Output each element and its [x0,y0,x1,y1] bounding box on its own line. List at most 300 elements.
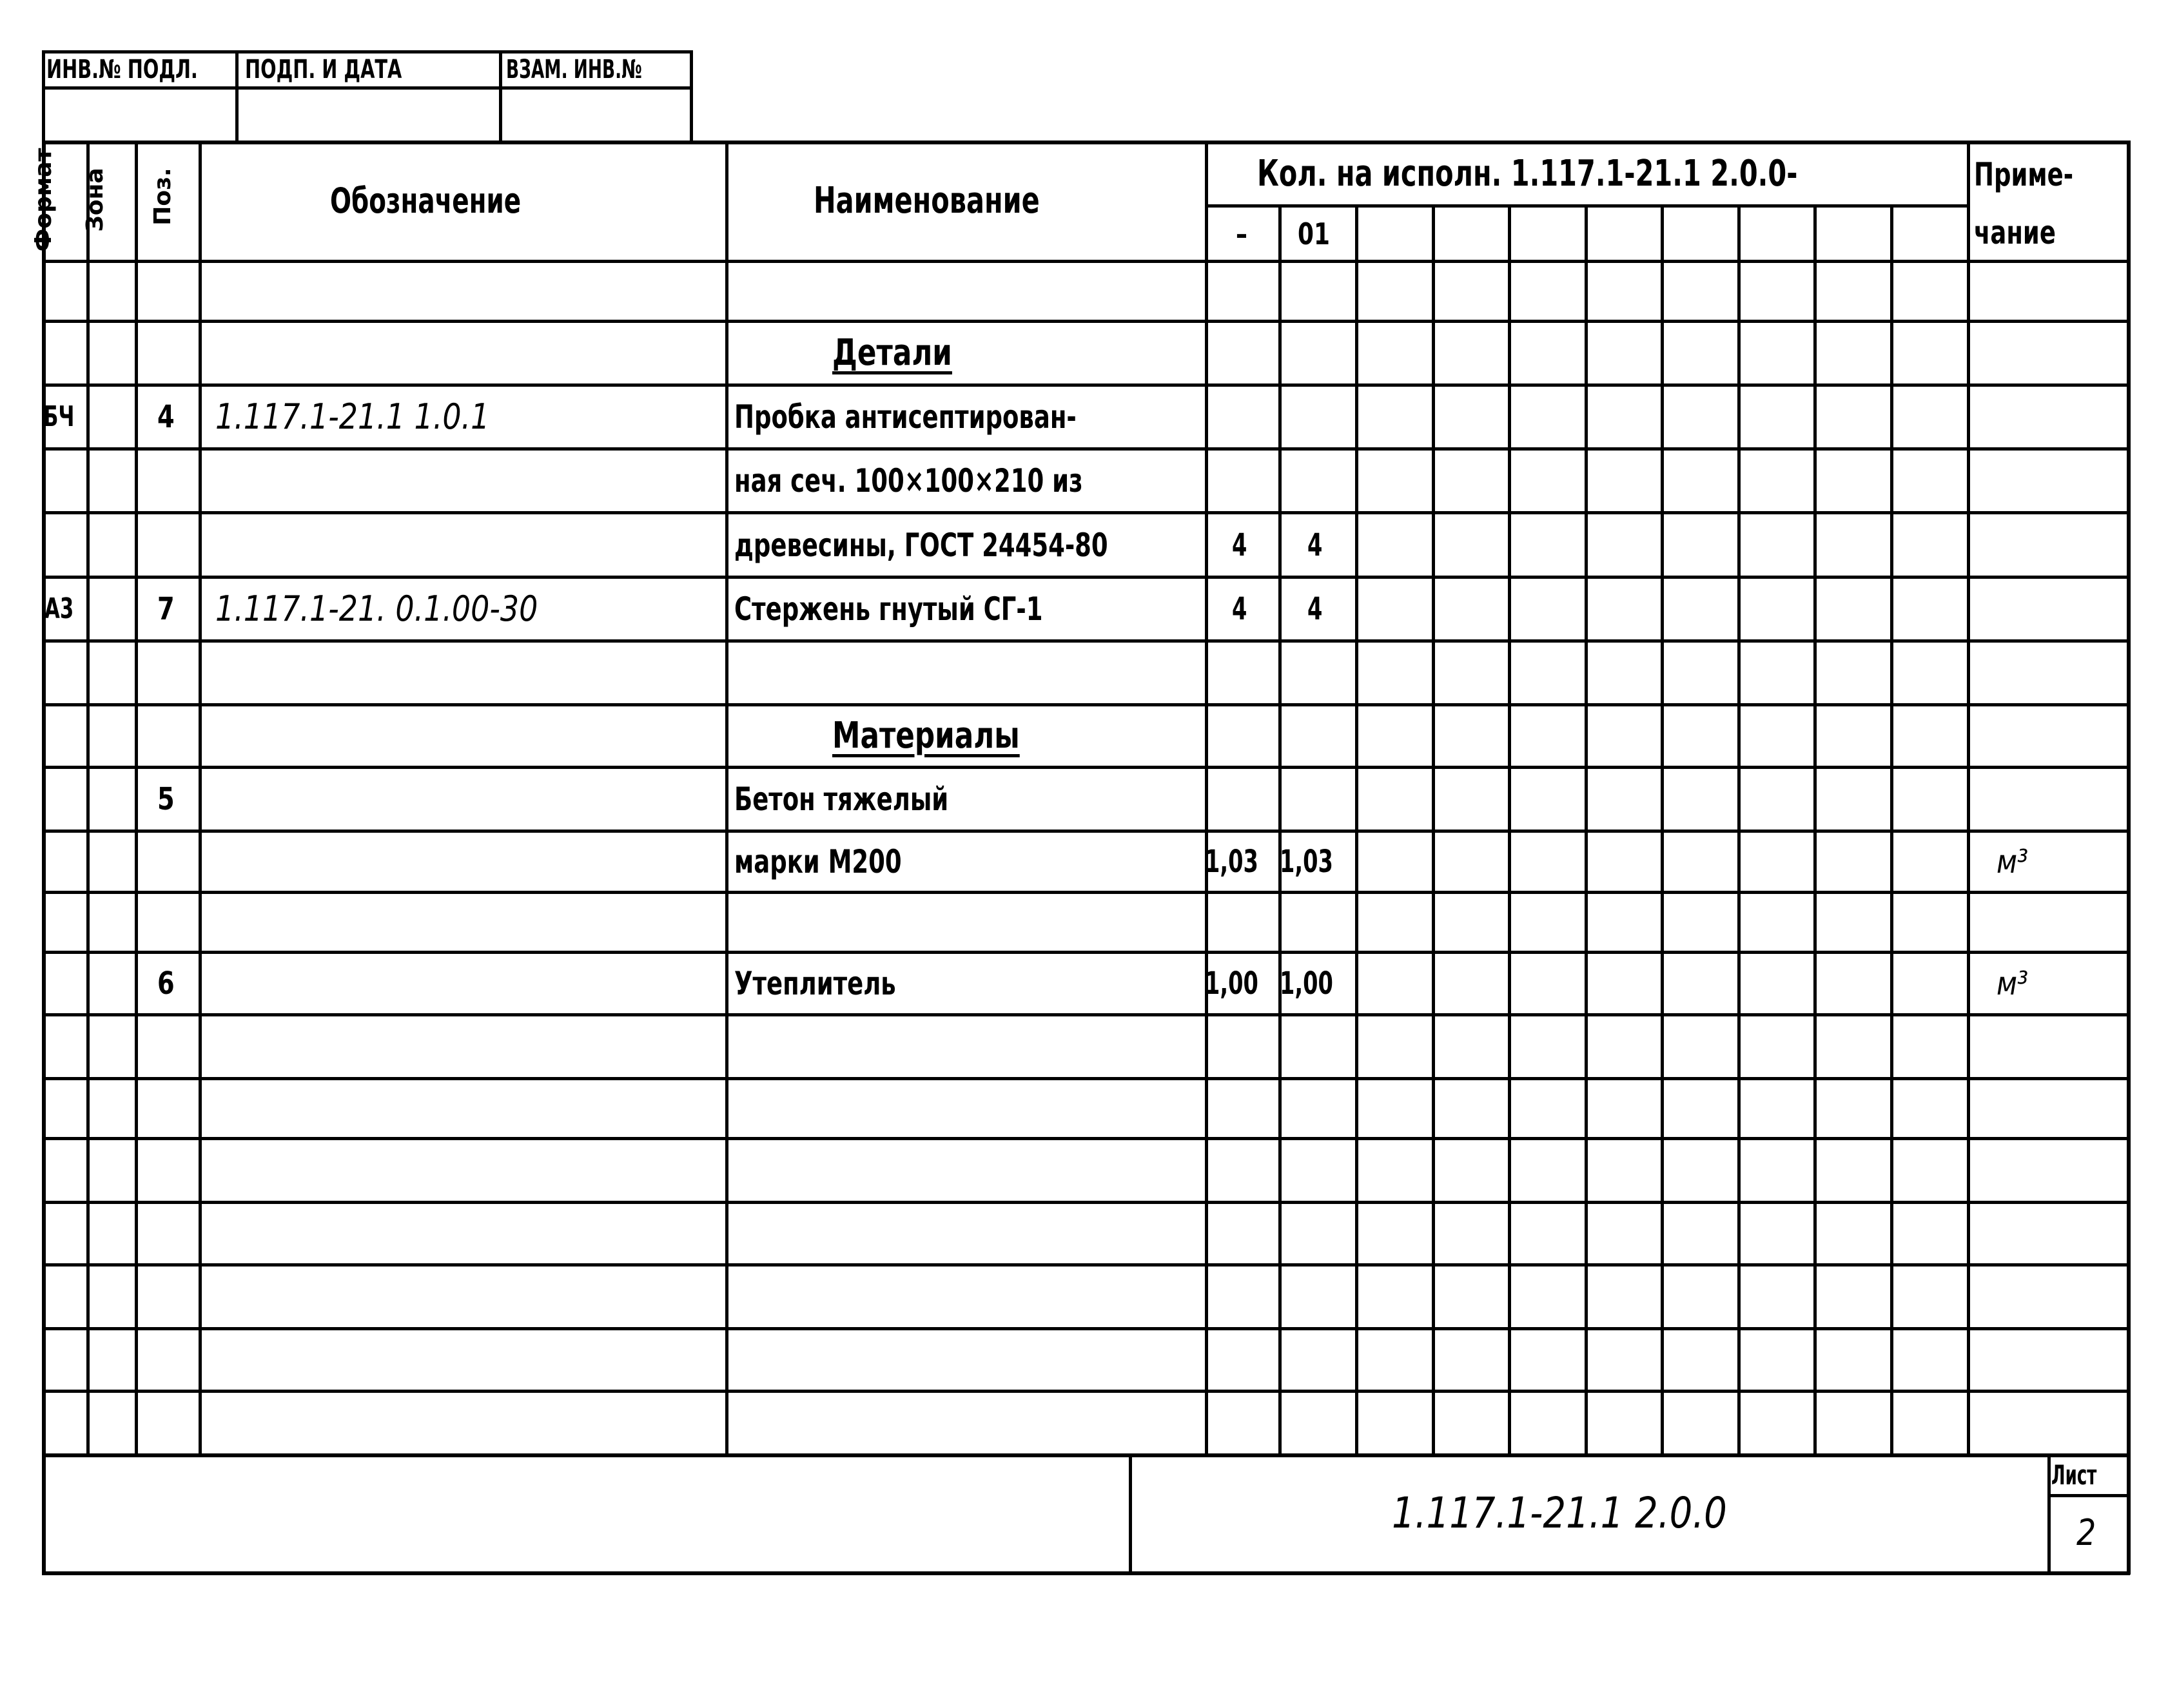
qty-empty-cell[interactable] [1817,643,1889,703]
qty-empty-cell[interactable] [1894,1080,1966,1137]
qty-01-value-cell[interactable] [1282,769,1354,830]
qty-empty-cell[interactable] [1741,451,1812,511]
qty-empty-cell[interactable] [1894,1266,1966,1327]
qty-empty-cell[interactable] [1817,954,1889,1013]
qty-empty-cell[interactable] [1359,1140,1431,1201]
qty-empty-cell[interactable] [1741,263,1812,320]
qty-base-value-cell[interactable] [1209,1016,1277,1077]
format-value-cell[interactable] [46,323,85,383]
qty-empty-cell[interactable] [1588,387,1659,447]
qty-base-value-cell[interactable] [1209,1140,1277,1201]
zone-value-cell[interactable] [90,387,133,447]
qty-empty-cell[interactable] [1588,706,1659,766]
format-value-cell[interactable] [46,894,85,951]
designation-value-cell[interactable] [202,894,724,951]
qty-empty-cell[interactable] [1436,769,1507,830]
format-value-cell[interactable] [46,514,85,576]
qty-empty-cell[interactable] [1741,706,1812,766]
qty-01-value-cell[interactable] [1282,1330,1354,1390]
qty-empty-cell[interactable] [1894,706,1966,766]
note-value-cell[interactable] [1971,643,2125,703]
qty-empty-cell[interactable] [1894,1393,1966,1453]
qty-empty-cell[interactable] [1741,1393,1812,1453]
qty-base-value-cell[interactable] [1209,643,1277,703]
qty-empty-cell[interactable] [1512,1080,1583,1137]
format-value-cell[interactable] [46,579,85,639]
note-value-cell[interactable] [1971,451,2125,511]
format-value-cell[interactable] [46,1393,85,1453]
designation-value-cell[interactable] [202,954,724,1013]
qty-empty-cell[interactable] [1588,1330,1659,1390]
qty-empty-cell[interactable] [1817,833,1889,891]
qty-01-value-cell[interactable] [1282,514,1354,576]
qty-empty-cell[interactable] [1894,954,1966,1013]
format-value-cell[interactable] [46,451,85,511]
qty-empty-cell[interactable] [1817,1330,1889,1390]
qty-empty-cell[interactable] [1741,1330,1812,1390]
qty-empty-cell[interactable] [1359,323,1431,383]
designation-value-cell[interactable] [202,643,724,703]
qty-empty-cell[interactable] [1436,1140,1507,1201]
name-value-cell[interactable] [729,1393,1204,1453]
qty-empty-cell[interactable] [1512,1393,1583,1453]
qty-empty-cell[interactable] [1588,1016,1659,1077]
name-value-cell[interactable] [729,1080,1204,1137]
zone-value-cell[interactable] [90,833,133,891]
qty-base-value-cell[interactable] [1209,323,1277,383]
note-value-cell[interactable] [1971,1016,2125,1077]
format-value-cell[interactable] [46,1016,85,1077]
position-value-cell[interactable] [139,451,197,511]
qty-empty-cell[interactable] [1512,1016,1583,1077]
name-value-cell[interactable] [729,643,1204,703]
position-value-cell[interactable] [139,323,197,383]
qty-empty-cell[interactable] [1741,514,1812,576]
qty-empty-cell[interactable] [1588,1266,1659,1327]
qty-base-value-cell[interactable] [1209,1393,1277,1453]
qty-empty-cell[interactable] [1359,643,1431,703]
qty-empty-cell[interactable] [1741,1140,1812,1201]
qty-empty-cell[interactable] [1894,387,1966,447]
qty-empty-cell[interactable] [1665,769,1736,830]
qty-empty-cell[interactable] [1588,514,1659,576]
qty-empty-cell[interactable] [1359,833,1431,891]
qty-empty-cell[interactable] [1894,894,1966,951]
qty-empty-cell[interactable] [1741,1266,1812,1327]
qty-empty-cell[interactable] [1741,643,1812,703]
name-value-cell[interactable] [729,514,1204,576]
qty-empty-cell[interactable] [1436,1330,1507,1390]
qty-base-value-cell[interactable] [1209,706,1277,766]
position-value-cell[interactable] [139,1393,197,1453]
note-value-cell[interactable] [1971,894,2125,951]
qty-empty-cell[interactable] [1359,1080,1431,1137]
qty-empty-cell[interactable] [1588,323,1659,383]
zone-value-cell[interactable] [90,1140,133,1201]
position-value-cell[interactable] [139,769,197,830]
qty-empty-cell[interactable] [1817,706,1889,766]
format-value-cell[interactable] [46,643,85,703]
qty-empty-cell[interactable] [1665,1204,1736,1263]
qty-base-value-cell[interactable] [1209,769,1277,830]
name-value-cell[interactable] [729,1016,1204,1077]
qty-empty-cell[interactable] [1436,1016,1507,1077]
qty-empty-cell[interactable] [1665,706,1736,766]
qty-empty-cell[interactable] [1665,514,1736,576]
position-value-cell[interactable] [139,833,197,891]
qty-empty-cell[interactable] [1894,1330,1966,1390]
note-value-cell[interactable] [1971,514,2125,576]
qty-empty-cell[interactable] [1359,1204,1431,1263]
designation-value-cell[interactable] [202,1266,724,1327]
designation-value-cell[interactable] [202,1330,724,1390]
qty-empty-cell[interactable] [1741,769,1812,830]
qty-empty-cell[interactable] [1436,1204,1507,1263]
format-value-cell[interactable] [46,833,85,891]
qty-base-value-cell[interactable] [1209,1266,1277,1327]
qty-empty-cell[interactable] [1665,387,1736,447]
qty-empty-cell[interactable] [1588,451,1659,511]
qty-empty-cell[interactable] [1512,1266,1583,1327]
qty-empty-cell[interactable] [1894,1204,1966,1263]
qty-empty-cell[interactable] [1436,643,1507,703]
position-value-cell[interactable] [139,1140,197,1201]
qty-empty-cell[interactable] [1588,263,1659,320]
qty-01-value-cell[interactable] [1282,1080,1354,1137]
qty-empty-cell[interactable] [1512,1204,1583,1263]
format-value-cell[interactable] [43,387,85,447]
format-value-cell[interactable] [46,1266,85,1327]
zone-value-cell[interactable] [90,514,133,576]
position-value-cell[interactable] [139,1330,197,1390]
qty-empty-cell[interactable] [1894,769,1966,830]
designation-value-cell[interactable] [202,1393,724,1453]
qty-empty-cell[interactable] [1894,1140,1966,1201]
qty-empty-cell[interactable] [1741,323,1812,383]
qty-empty-cell[interactable] [1817,1140,1889,1201]
format-value-cell[interactable] [46,1204,85,1263]
qty-01-value-cell[interactable] [1282,323,1354,383]
qty-empty-cell[interactable] [1588,1393,1659,1453]
qty-empty-cell[interactable] [1741,1080,1812,1137]
position-value-cell[interactable] [139,954,197,1013]
qty-empty-cell[interactable] [1665,263,1736,320]
format-value-cell[interactable] [46,769,85,830]
qty-01-value-cell[interactable] [1282,643,1354,703]
qty-base-value-cell[interactable] [1209,579,1277,639]
qty-empty-cell[interactable] [1512,514,1583,576]
qty-empty-cell[interactable] [1817,769,1889,830]
designation-value-cell[interactable] [202,1080,724,1137]
qty-base-value-cell[interactable] [1204,954,1277,1013]
qty-empty-cell[interactable] [1512,323,1583,383]
designation-value-cell[interactable] [202,387,724,447]
qty-empty-cell[interactable] [1665,1330,1736,1390]
format-value-cell[interactable] [46,954,85,1013]
designation-value-cell[interactable] [202,833,724,891]
qty-empty-cell[interactable] [1436,387,1507,447]
position-value-cell[interactable] [139,1080,197,1137]
position-value-cell[interactable] [139,1266,197,1327]
format-value-cell[interactable] [46,1140,85,1201]
designation-value-cell[interactable] [202,769,724,830]
qty-base-value-cell[interactable] [1209,1330,1277,1390]
qty-empty-cell[interactable] [1817,387,1889,447]
qty-empty-cell[interactable] [1894,643,1966,703]
qty-empty-cell[interactable] [1436,706,1507,766]
zone-value-cell[interactable] [90,451,133,511]
zone-value-cell[interactable] [90,643,133,703]
position-value-cell[interactable] [139,643,197,703]
qty-empty-cell[interactable] [1588,769,1659,830]
qty-empty-cell[interactable] [1512,769,1583,830]
note-value-cell[interactable] [1971,1330,2125,1390]
qty-01-value-cell[interactable] [1282,954,1354,1013]
qty-empty-cell[interactable] [1512,579,1583,639]
qty-empty-cell[interactable] [1512,1330,1583,1390]
qty-empty-cell[interactable] [1817,1204,1889,1263]
qty-01-value-cell[interactable] [1282,706,1354,766]
qty-01-value-cell[interactable] [1282,387,1354,447]
name-value-cell[interactable] [729,387,1204,447]
qty-empty-cell[interactable] [1817,1266,1889,1327]
qty-empty-cell[interactable] [1359,451,1431,511]
name-value-cell[interactable] [729,769,1204,830]
designation-value-cell[interactable] [202,514,724,576]
name-value-cell[interactable] [729,1204,1204,1263]
qty-base-value-cell[interactable] [1209,451,1277,511]
qty-empty-cell[interactable] [1741,387,1812,447]
qty-empty-cell[interactable] [1894,833,1966,891]
note-value-cell[interactable] [1971,1204,2125,1263]
note-value-cell[interactable] [1971,833,2125,891]
zone-value-cell[interactable] [90,1266,133,1327]
qty-01-value-cell[interactable] [1282,1266,1354,1327]
format-value-cell[interactable] [46,1330,85,1390]
qty-01-value-cell[interactable] [1282,263,1354,320]
qty-empty-cell[interactable] [1436,894,1507,951]
name-value-cell[interactable] [729,1140,1204,1201]
qty-empty-cell[interactable] [1436,1266,1507,1327]
note-value-cell[interactable] [1971,579,2125,639]
position-value-cell[interactable] [139,263,197,320]
qty-empty-cell[interactable] [1359,769,1431,830]
designation-value-cell[interactable] [202,451,724,511]
qty-empty-cell[interactable] [1512,263,1583,320]
qty-empty-cell[interactable] [1436,579,1507,639]
qty-empty-cell[interactable] [1359,1016,1431,1077]
qty-empty-cell[interactable] [1359,579,1431,639]
qty-empty-cell[interactable] [1665,579,1736,639]
qty-empty-cell[interactable] [1894,451,1966,511]
position-value-cell[interactable] [139,1204,197,1263]
qty-empty-cell[interactable] [1665,1393,1736,1453]
qty-empty-cell[interactable] [1665,1266,1736,1327]
qty-empty-cell[interactable] [1665,833,1736,891]
qty-empty-cell[interactable] [1741,579,1812,639]
note-value-cell[interactable] [1971,1080,2125,1137]
qty-01-value-cell[interactable] [1282,451,1354,511]
qty-empty-cell[interactable] [1817,263,1889,320]
qty-empty-cell[interactable] [1665,894,1736,951]
qty-empty-cell[interactable] [1588,833,1659,891]
qty-empty-cell[interactable] [1359,894,1431,951]
qty-empty-cell[interactable] [1894,263,1966,320]
zone-value-cell[interactable] [90,706,133,766]
qty-empty-cell[interactable] [1359,706,1431,766]
name-value-cell[interactable] [729,833,1204,891]
qty-empty-cell[interactable] [1436,833,1507,891]
qty-empty-cell[interactable] [1894,514,1966,576]
note-value-cell[interactable] [1971,769,2125,830]
position-value-cell[interactable] [139,514,197,576]
qty-empty-cell[interactable] [1665,1016,1736,1077]
qty-empty-cell[interactable] [1894,323,1966,383]
qty-empty-cell[interactable] [1817,1393,1889,1453]
qty-empty-cell[interactable] [1894,579,1966,639]
qty-empty-cell[interactable] [1512,954,1583,1013]
qty-01-value-cell[interactable] [1282,1393,1354,1453]
qty-empty-cell[interactable] [1817,451,1889,511]
note-value-cell[interactable] [1971,1140,2125,1201]
designation-value-cell[interactable] [202,706,724,766]
designation-value-cell[interactable] [202,323,724,383]
designation-value-cell[interactable] [202,263,724,320]
qty-empty-cell[interactable] [1512,643,1583,703]
designation-value-cell[interactable] [202,579,724,639]
qty-empty-cell[interactable] [1512,387,1583,447]
qty-empty-cell[interactable] [1741,833,1812,891]
name-value-cell[interactable] [729,1266,1204,1327]
qty-empty-cell[interactable] [1588,1080,1659,1137]
qty-empty-cell[interactable] [1817,579,1889,639]
note-value-cell[interactable] [1971,954,2125,1013]
qty-empty-cell[interactable] [1359,1266,1431,1327]
qty-empty-cell[interactable] [1817,323,1889,383]
qty-empty-cell[interactable] [1512,451,1583,511]
qty-empty-cell[interactable] [1665,1080,1736,1137]
zone-value-cell[interactable] [90,1393,133,1453]
note-value-cell[interactable] [1971,323,2125,383]
note-value-cell[interactable] [1971,1393,2125,1453]
position-value-cell[interactable] [139,706,197,766]
qty-empty-cell[interactable] [1359,1330,1431,1390]
qty-empty-cell[interactable] [1588,579,1659,639]
name-value-cell[interactable] [729,894,1204,951]
qty-empty-cell[interactable] [1588,1140,1659,1201]
qty-empty-cell[interactable] [1741,894,1812,951]
qty-empty-cell[interactable] [1436,954,1507,1013]
qty-empty-cell[interactable] [1665,323,1736,383]
stamp-value-inv-orig[interactable] [46,90,233,139]
position-value-cell[interactable] [139,894,197,951]
qty-empty-cell[interactable] [1436,1080,1507,1137]
designation-value-cell[interactable] [202,1204,724,1263]
qty-empty-cell[interactable] [1436,514,1507,576]
qty-01-value-cell[interactable] [1282,1016,1354,1077]
qty-empty-cell[interactable] [1817,1016,1889,1077]
qty-base-value-cell[interactable] [1209,1080,1277,1137]
qty-base-value-cell[interactable] [1209,263,1277,320]
qty-empty-cell[interactable] [1588,894,1659,951]
zone-value-cell[interactable] [90,579,133,639]
zone-value-cell[interactable] [90,1016,133,1077]
name-value-cell[interactable] [729,579,1204,639]
qty-empty-cell[interactable] [1665,643,1736,703]
section-title-cell[interactable] [729,706,1204,766]
name-value-cell[interactable] [729,954,1204,1013]
qty-01-value-cell[interactable] [1282,894,1354,951]
qty-empty-cell[interactable] [1359,514,1431,576]
format-value-cell[interactable] [46,1080,85,1137]
qty-empty-cell[interactable] [1436,323,1507,383]
qty-empty-cell[interactable] [1665,1140,1736,1201]
stamp-value-sign-date[interactable] [240,90,498,139]
zone-value-cell[interactable] [90,769,133,830]
qty-empty-cell[interactable] [1741,1016,1812,1077]
zone-value-cell[interactable] [90,1080,133,1137]
qty-empty-cell[interactable] [1665,954,1736,1013]
position-value-cell[interactable] [139,579,197,639]
zone-value-cell[interactable] [90,1330,133,1390]
qty-empty-cell[interactable] [1512,1140,1583,1201]
stamp-value-replaced-inv[interactable] [503,90,689,139]
position-value-cell[interactable] [139,387,197,447]
qty-base-value-cell[interactable] [1204,833,1277,891]
qty-base-value-cell[interactable] [1209,894,1277,951]
qty-01-value-cell[interactable] [1282,1140,1354,1201]
qty-empty-cell[interactable] [1359,387,1431,447]
qty-empty-cell[interactable] [1436,451,1507,511]
qty-empty-cell[interactable] [1665,451,1736,511]
qty-empty-cell[interactable] [1894,1016,1966,1077]
zone-value-cell[interactable] [90,263,133,320]
qty-empty-cell[interactable] [1359,1393,1431,1453]
zone-value-cell[interactable] [90,954,133,1013]
qty-empty-cell[interactable] [1588,1204,1659,1263]
qty-empty-cell[interactable] [1817,514,1889,576]
format-value-cell[interactable] [46,706,85,766]
qty-empty-cell[interactable] [1512,706,1583,766]
zone-value-cell[interactable] [90,894,133,951]
note-value-cell[interactable] [1971,387,2125,447]
format-value-cell[interactable] [46,263,85,320]
qty-empty-cell[interactable] [1741,954,1812,1013]
zone-value-cell[interactable] [90,323,133,383]
qty-empty-cell[interactable] [1512,833,1583,891]
designation-value-cell[interactable] [202,1016,724,1077]
qty-empty-cell[interactable] [1436,263,1507,320]
qty-empty-cell[interactable] [1741,1204,1812,1263]
note-value-cell[interactable] [1971,1266,2125,1327]
qty-base-value-cell[interactable] [1209,1204,1277,1263]
qty-base-value-cell[interactable] [1209,387,1277,447]
qty-base-value-cell[interactable] [1209,514,1277,576]
section-title-cell[interactable] [729,323,1204,383]
name-value-cell[interactable] [729,1330,1204,1390]
qty-empty-cell[interactable] [1359,954,1431,1013]
position-value-cell[interactable] [139,1016,197,1077]
qty-empty-cell[interactable] [1588,954,1659,1013]
qty-01-value-cell[interactable] [1282,833,1354,891]
name-value-cell[interactable] [729,451,1204,511]
name-value-cell[interactable] [729,263,1204,320]
qty-empty-cell[interactable] [1588,643,1659,703]
qty-empty-cell[interactable] [1512,894,1583,951]
qty-empty-cell[interactable] [1817,894,1889,951]
note-value-cell[interactable] [1971,706,2125,766]
qty-empty-cell[interactable] [1817,1080,1889,1137]
